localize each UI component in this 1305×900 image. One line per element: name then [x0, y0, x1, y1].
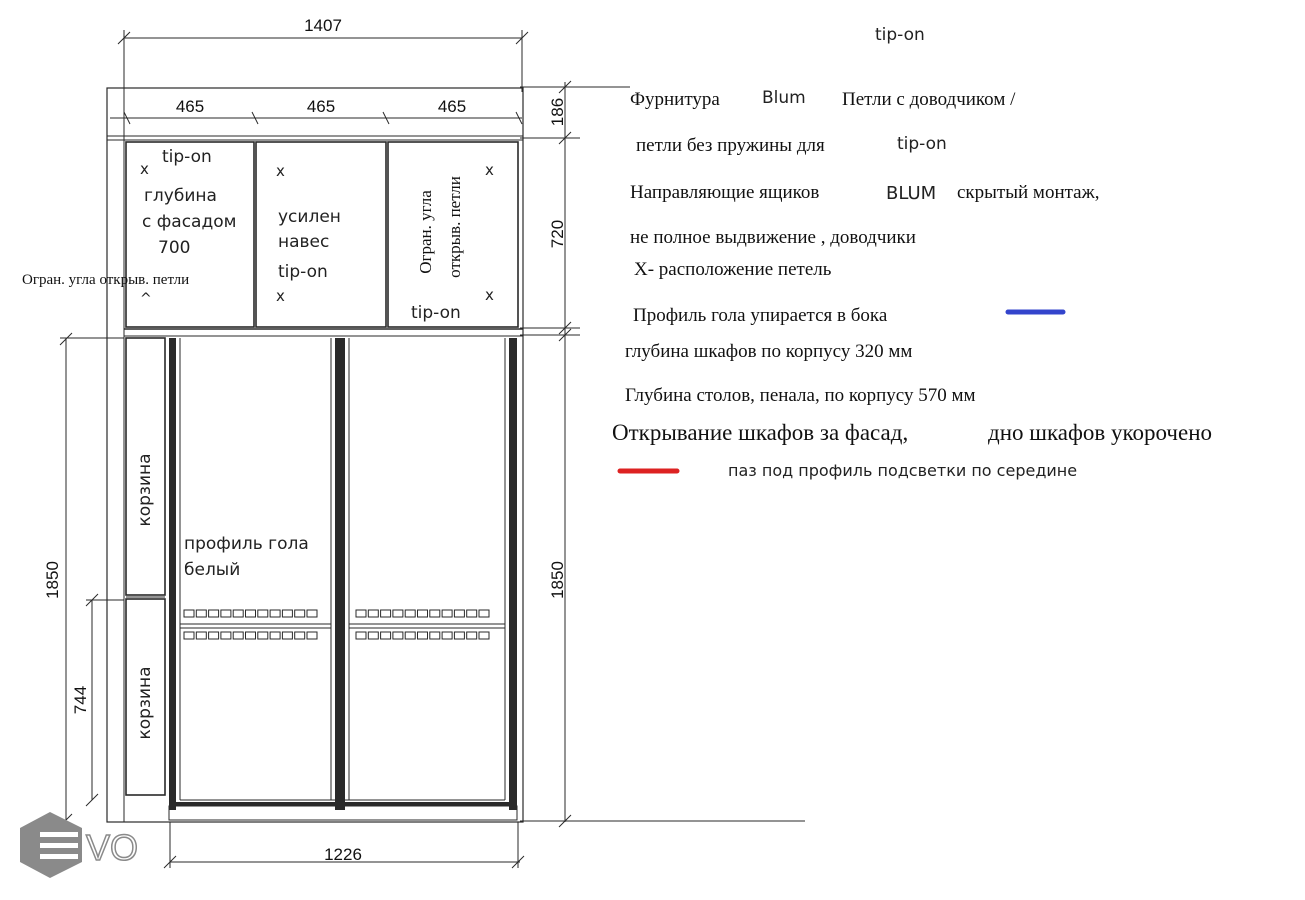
grille-slot: [295, 632, 305, 639]
grille-slot: [270, 610, 280, 617]
grille-slot: [209, 610, 219, 617]
grille-slot: [442, 610, 452, 617]
grille-slot: [467, 632, 477, 639]
sec2-hinge-mark-bottom: x: [276, 287, 285, 305]
sec1-tipon-label: tip-on: [162, 147, 212, 167]
grille-slot: [442, 632, 452, 639]
grille-slot: [356, 610, 366, 617]
note-line1-c: Петли с доводчиком /: [842, 89, 1016, 110]
notes-block: [612, 88, 1212, 480]
grille-slot: [454, 632, 464, 639]
sec2-reinf-line1: усилен: [278, 207, 341, 227]
grille-slot: [233, 632, 243, 639]
grille-slot: [393, 610, 403, 617]
sec1-depth-line3: 700: [158, 238, 191, 258]
dim-section-2: 465: [306, 97, 336, 116]
sec3-limit-line2: открыв. петли: [445, 176, 464, 278]
grille-slot: [405, 632, 415, 639]
grille-slot: [233, 610, 243, 617]
grille-slot: [270, 632, 280, 639]
sec2-reinf-line2: навес: [278, 232, 330, 252]
grille-slot: [381, 632, 391, 639]
grille-slot: [209, 632, 219, 639]
gola-profile-line1: профиль гола: [184, 534, 309, 554]
grille-slot: [430, 632, 440, 639]
sec3-hinge-mark-bottom: x: [485, 286, 494, 304]
grille-slot: [479, 610, 489, 617]
grille-slot: [307, 632, 317, 639]
sec1-limit-label: Огран. угла открыв. петли: [22, 272, 190, 288]
top-tipon-label: tip-on: [875, 25, 925, 45]
grille-slot: [258, 610, 268, 617]
note-line7: глубина шкафов по корпусу 320 мм: [625, 341, 913, 362]
dim-section-1: 465: [175, 97, 205, 116]
basket-upper-label: корзина: [135, 453, 155, 527]
note-line10: паз под профиль подсветки по середине: [728, 461, 1078, 480]
logo-text: VO: [86, 827, 139, 868]
sec3-limit-line1: Огран. угла: [416, 190, 435, 274]
basket-lower-label: корзина: [135, 666, 155, 740]
sec3-hinge-mark-top: x: [485, 161, 494, 179]
note-line1-b: Blum: [762, 88, 806, 108]
note-line3-c: скрытый монтаж,: [957, 182, 1100, 203]
grille-slot: [184, 610, 194, 617]
grille-slot: [430, 610, 440, 617]
grille-slot: [393, 632, 403, 639]
dim-lower-height-left: 1850: [43, 561, 62, 599]
grille-slot: [246, 632, 256, 639]
grille-slot: [418, 632, 428, 639]
sec1-hinge-mark: x: [140, 160, 149, 178]
grille-slot: [258, 632, 268, 639]
sec2-hinge-mark-top: x: [276, 162, 285, 180]
grille-slot: [221, 610, 231, 617]
dim-total-width: 1407: [304, 16, 342, 35]
grille-slot: [368, 610, 378, 617]
dim-upper-height: 720: [548, 219, 567, 249]
grille-slot: [246, 610, 256, 617]
note-line3-b: BLUM: [886, 183, 937, 204]
grille-slot: [282, 610, 292, 617]
note-line2-a: петли без пружины для: [636, 135, 825, 156]
note-line3-a: Направляющие ящиков: [630, 182, 820, 203]
note-line9-b: дно шкафов укорочено: [988, 420, 1213, 445]
grille-slot: [282, 632, 292, 639]
grille-slot: [479, 632, 489, 639]
gola-profile-line2: белый: [184, 560, 241, 580]
note-line2-b: tip-on: [897, 134, 947, 154]
note-line4: не полное выдвижение , доводчики: [630, 227, 916, 248]
dim-lower-height-right: 1850: [548, 561, 567, 599]
grille-slot: [356, 632, 366, 639]
grille-slot: [307, 610, 317, 617]
grille-slot: [454, 610, 464, 617]
grille-slot: [221, 632, 231, 639]
grille-slot: [184, 632, 194, 639]
grille-slot: [196, 610, 206, 617]
grille-slot: [196, 632, 206, 639]
grille-slot: [467, 610, 477, 617]
sec1-depth-line2: с фасадом: [142, 212, 237, 232]
note-line6: Профиль гола упирается в бока: [633, 305, 888, 326]
grille-slot: [418, 610, 428, 617]
grille-slot: [381, 610, 391, 617]
dim-top-band: 186: [548, 97, 567, 127]
note-line9-a: Открывание шкафов за фасад,: [612, 420, 909, 445]
dim-bottom-width: 1226: [324, 845, 362, 864]
sec3-tipon-label: tip-on: [411, 303, 461, 323]
dim-basket-lower: 744: [71, 685, 90, 715]
note-line1-a: Фурнитура: [630, 89, 720, 110]
sec1-depth-line1: глубина: [144, 186, 217, 206]
grille-slot: [295, 610, 305, 617]
grille-slot: [405, 610, 415, 617]
note-line8: Глубина столов, пенала, по корпусу 570 мм: [625, 385, 976, 406]
grille-slot: [368, 632, 378, 639]
dim-section-3: 465: [437, 97, 467, 116]
sec1-limit-caret: ^: [140, 291, 152, 307]
sec2-tipon-label: tip-on: [278, 262, 328, 282]
note-line5: X- расположение петель: [634, 259, 832, 280]
